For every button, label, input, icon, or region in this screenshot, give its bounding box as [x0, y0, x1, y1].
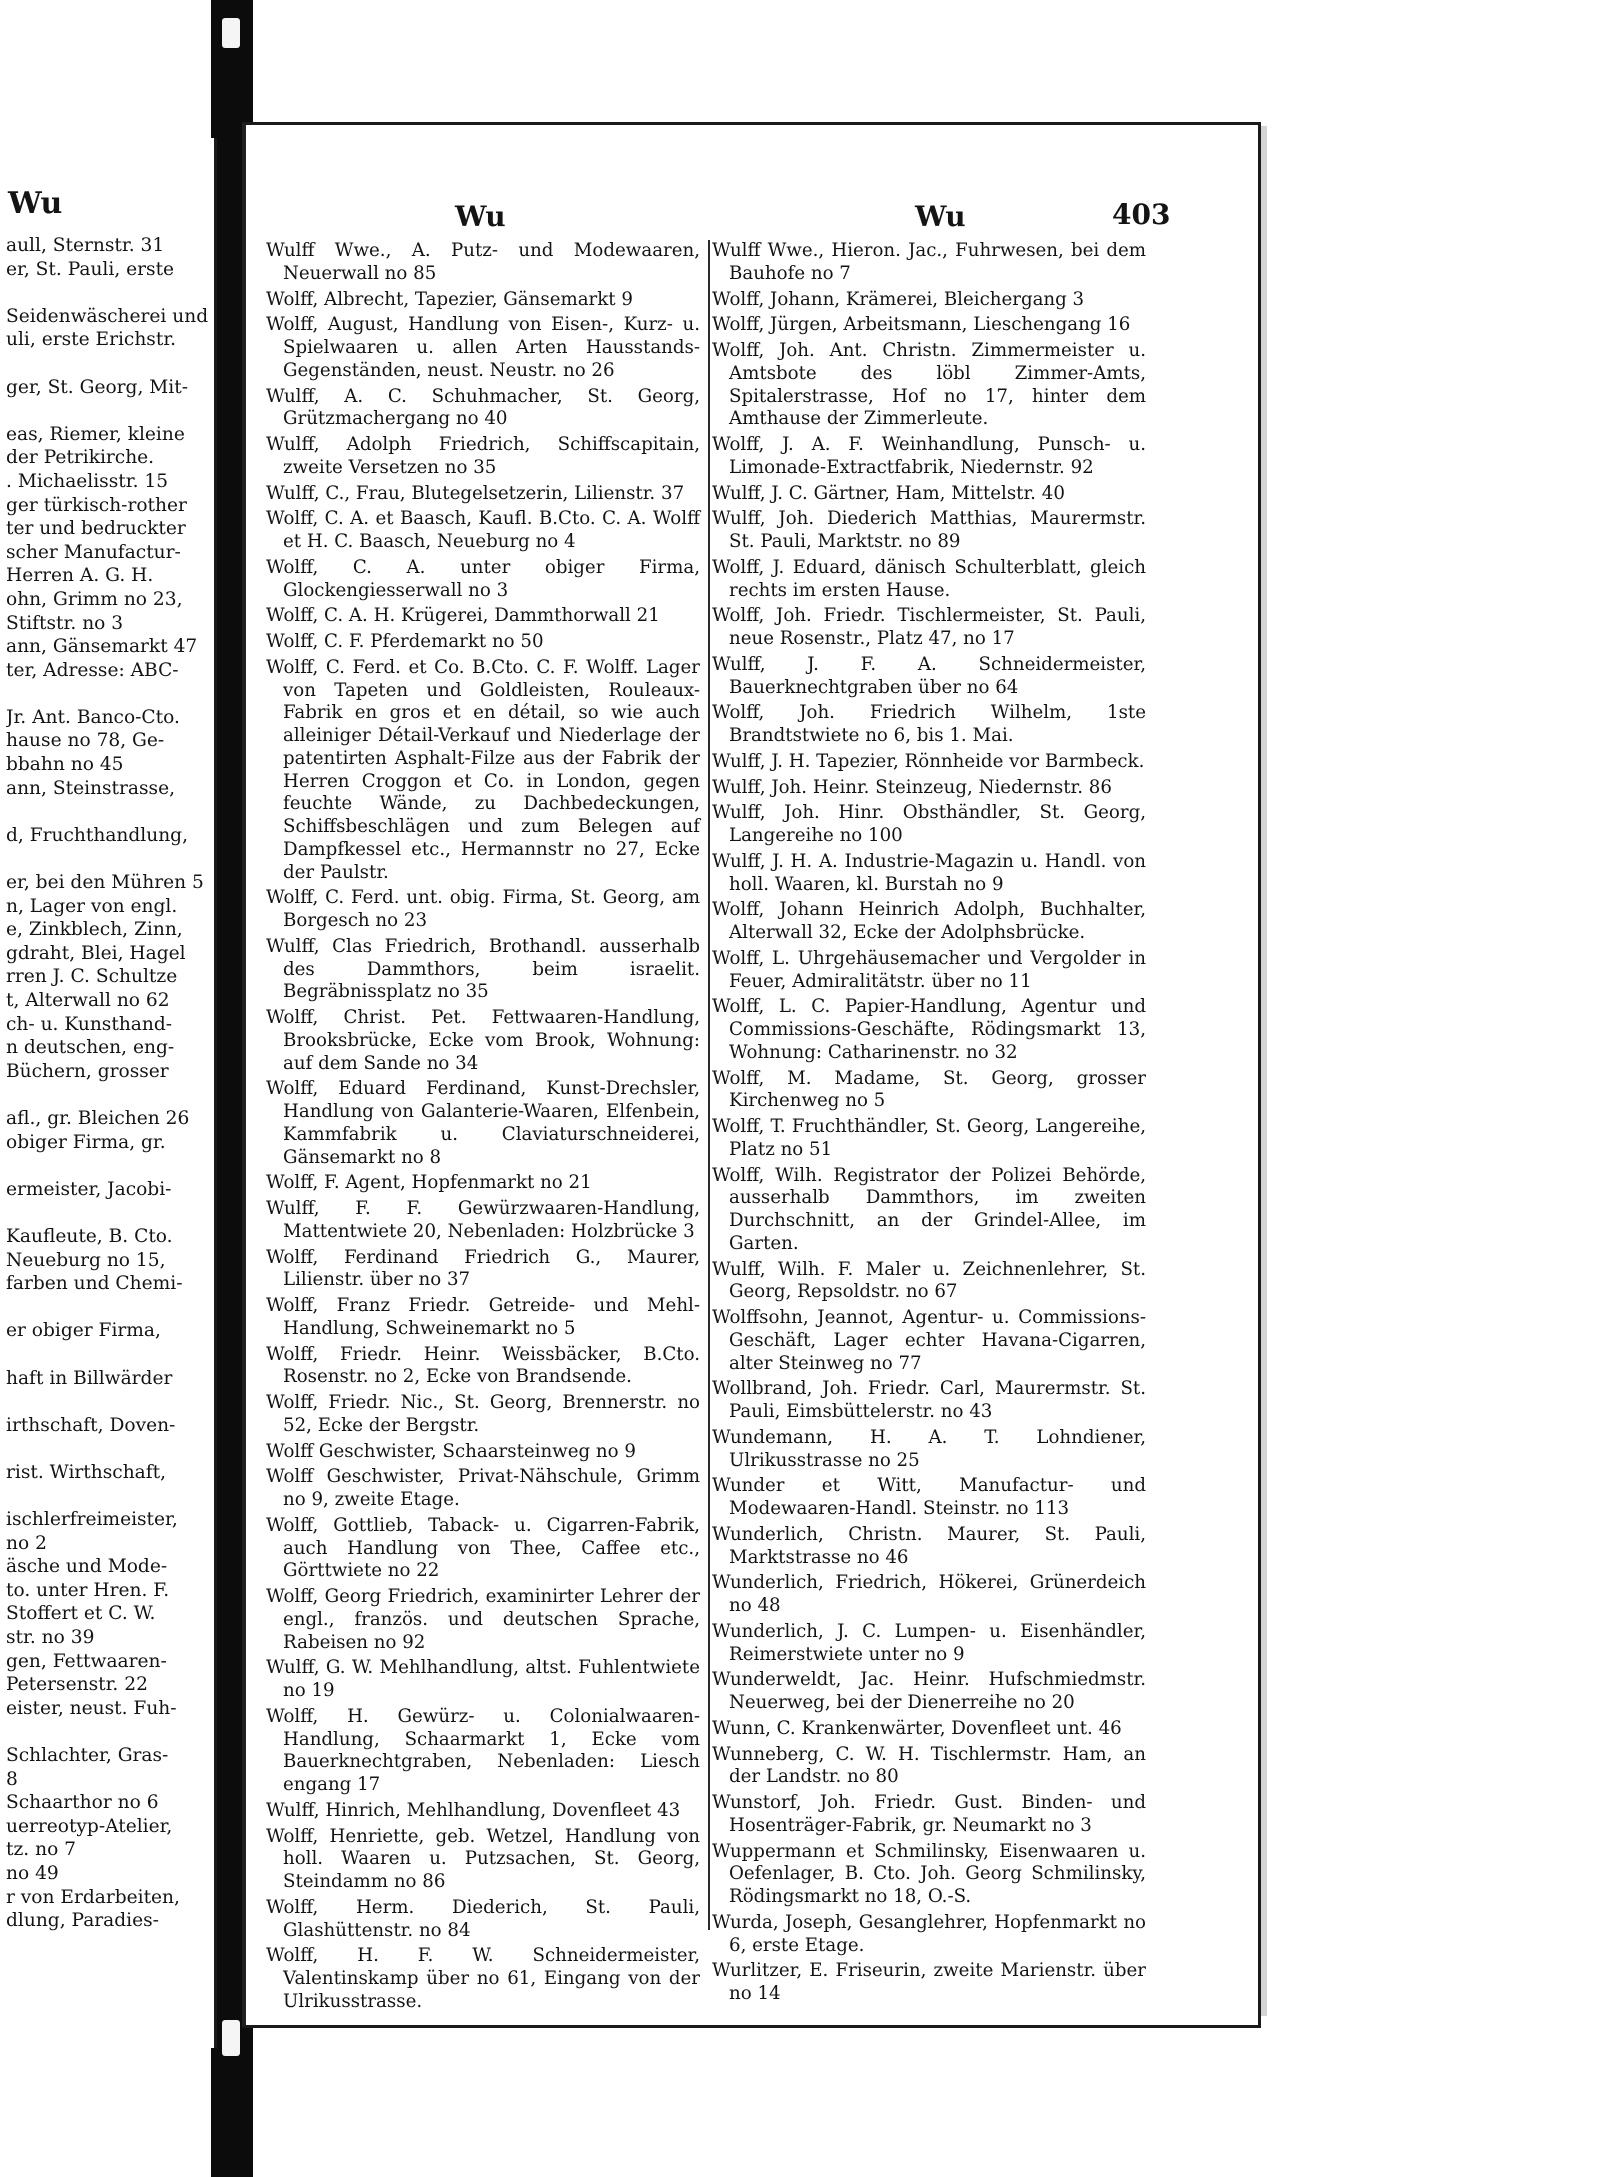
directory-entry: Wulff, Clas Friedrich, Brothandl. ausserhalb des Dammthors, beim israelit. Begräbnissplatz no 35 [266, 935, 700, 1003]
running-header-left: Wu [455, 200, 506, 233]
text-line [6, 281, 210, 305]
text-line: str. no 39 [6, 1627, 95, 1649]
directory-entry: Wolff, Herm. Diederich, St. Pauli, Glashüttenstr. no 84 [266, 1896, 700, 1941]
text-line: rren J. C. Schultze [6, 966, 178, 988]
text-line: eas, Riemer, kleine [6, 423, 185, 445]
directory-entry: Wolff, C. F. Pferdemarkt no 50 [266, 631, 544, 652]
text-line: uli, erste Erichstr. [6, 329, 177, 351]
directory-entry: Wolff, J. Eduard, dänisch Schulterblatt, gleich rechts im ersten Hause. [712, 556, 1146, 601]
left-page-text [6, 234, 210, 1933]
text-line: 8 [6, 1768, 18, 1790]
text-line: er obiger Firma, [6, 1320, 161, 1342]
text-line [6, 1484, 210, 1508]
text-line: er, bei den Mühren 5 [6, 872, 204, 894]
directory-entry: Wurlitzer, E. Friseurin, zweite Marienstr. über no 14 [712, 1960, 1146, 2004]
text-line: tz. no 7 [6, 1839, 76, 1861]
text-line: äsche und Mode- [6, 1556, 168, 1578]
directory-entry: Wulff, J. H. Tapezier, Rönnheide vor Barmbeck. [712, 750, 1145, 772]
left-page [0, 138, 217, 2048]
directory-entry: Wolff, Joh. Ant. Christn. Zimmermeister u. Amtsbote des löbl Zimmer-Amts, Spitalerstrasse, Hof no 17, hinter dem Amthause der Zimmerleute. [712, 340, 1146, 430]
text-line [6, 352, 210, 376]
text-line: eister, neust. Fuh- [6, 1697, 177, 1719]
text-line: obiger Firma, gr. [6, 1131, 166, 1153]
directory-entry: Wunderlich, Friedrich, Hökerei, Grünerdeich no 48 [712, 1572, 1146, 1616]
text-line: bbahn no 45 [6, 754, 124, 776]
running-header-right: Wu [915, 200, 966, 233]
directory-entry: Wurda, Joseph, Gesanglehrer, Hopfenmarkt no 6, erste Etage. [712, 1911, 1146, 1956]
text-line: . Michaelisstr. 15 [6, 470, 169, 492]
directory-entry: Wolff Geschwister, Schaarsteinweg no 9 [266, 1440, 636, 1462]
text-line: Schaarthor no 6 [6, 1792, 159, 1814]
directory-entry: Wolff, M. Madame, St. Georg, grosser Kirchenweg no 5 [712, 1067, 1146, 1112]
text-line [6, 1296, 210, 1320]
directory-entry: Wunn, C. Krankenwärter, Dovenfleet unt. 46 [712, 1717, 1122, 1739]
text-line [6, 1083, 210, 1107]
text-line: ger, St. Georg, Mit- [6, 376, 189, 398]
text-line: Neueburg no 15, [6, 1249, 166, 1271]
directory-entry: Wulff Wwe., Hieron. Jac., Fuhrwesen, bei dem Bauhofe no 7 [712, 240, 1146, 284]
text-line: e, Zinkblech, Zinn, [6, 919, 183, 941]
text-line: Jr. Ant. Banco-Cto. [6, 706, 180, 728]
text-line: ter, Adresse: ABC- [6, 659, 179, 681]
directory-entry: Wulff, Joh. Heinr. Steinzeug, Niedernstr. 86 [712, 776, 1112, 798]
directory-entry: Wolff, Joh. Friedr. Tischlermeister, St. Pauli, neue Rosenstr., Platz 47, no 17 [712, 605, 1146, 649]
directory-entry: Wolff, Gottlieb, Taback- u. Cigarren-Fabrik, auch Handlung von Thee, Caffee etc., Görttwiete no 22 [266, 1514, 700, 1582]
text-line [6, 1390, 210, 1414]
directory-entry: Wolff, Henriette, geb. Wetzel, Handlung von holl. Waaren u. Putzsachen, St. Georg, Steindamm no 86 [266, 1825, 700, 1892]
text-line: d, Fruchthandlung, [6, 824, 188, 846]
directory-entry: Wolff, Ferdinand Friedrich G., Maurer, Lilienstr. über no 37 [266, 1246, 700, 1291]
text-line: n deutschen, eng- [6, 1037, 175, 1059]
directory-entry: Wolff, H. F. W. Schneidermeister, Valentinskamp über no 61, Eingang von der Ulrikusstrasse. [266, 1945, 700, 2012]
text-line [6, 399, 210, 423]
directory-entry: Wolff, L. Uhrgehäusemacher und Vergolder in Feuer, Admiralitätstr. über no 11 [712, 947, 1146, 992]
text-line: der Petrikirche. [6, 447, 155, 469]
text-line: afl., gr. Bleichen 26 [6, 1107, 190, 1129]
text-line: Schlachter, Gras- [6, 1745, 169, 1766]
directory-entry: Wolff, Georg Friedrich, examinirter Lehrer der engl., französ. und deutschen Sprache, Rabeisen no 92 [266, 1586, 700, 1653]
text-line: ohn, Grimm no 23, [6, 588, 183, 610]
text-line: Stiftstr. no 3 [6, 612, 124, 634]
directory-entry: Wolff, C. A. unter obiger Firma, Glockengiesserwall no 3 [266, 556, 700, 601]
directory-entry: Wolff, C. Ferd. et Co. B.Cto. C. F. Wolff. Lager von Tapeten und Goldleisten, Rouleaux-Fabrik en gros et en détail, so wie auch alleiniger Détail-Verkauf und Niederlage der patentirten Asphalt-Filze aus der Fabrik der Herren Croggon et Co. in London, gegen feuchte Wände, zu Dachbedeckungen, Schiffsbeschlägen und zum Belegen auf Dampfkessel etc., Hermannstr no 27, Ecke der Paulstr. [266, 656, 700, 883]
directory-entry: Wolff, H. Gewürz- u. Colonialwaaren-Handlung, Schaarmarkt 1, Ecke vom Bauerknechtgraben, Nebenladen: Liesch engang 17 [266, 1705, 700, 1795]
directory-entry: Wunder et Witt, Manufactur- und Modewaaren-Handl. Steinstr. no 113 [712, 1475, 1146, 1519]
directory-entry: Wulff, Joh. Diederich Matthias, Maurermstr. St. Pauli, Marktstr. no 89 [712, 508, 1146, 552]
text-line [6, 800, 210, 824]
directory-entry: Wulff, C., Frau, Blutegelsetzerin, Lilienstr. 37 [266, 482, 685, 504]
directory-entry: Wolff, J. A. F. Weinhandlung, Punsch- u. Limonade-Extractfabrik, Niedernstr. 92 [712, 434, 1146, 478]
text-line: Stoffert et C. W. [6, 1603, 156, 1625]
directory-entry: Wolff, Johann, Krämerei, Bleichergang 3 [712, 288, 1085, 310]
text-line [6, 1154, 210, 1178]
text-line: ter und bedruckter [6, 518, 186, 540]
text-line: dlung, Paradies- [6, 1910, 159, 1932]
text-line: Kaufleute, B. Cto. [6, 1225, 173, 1247]
text-line: ermeister, Jacobi- [6, 1178, 172, 1200]
text-line: irthschaft, Doven- [6, 1414, 176, 1436]
directory-entry: Wolff Geschwister, Privat-Nähschule, Grimm no 9, zweite Etage. [266, 1466, 700, 1510]
text-line: Petersenstr. 22 [6, 1674, 148, 1696]
text-line: ch- u. Kunsthand- [6, 1013, 173, 1035]
text-line [6, 1437, 210, 1461]
text-line: er, St. Pauli, erste [6, 258, 175, 280]
directory-entry: Wolff, Friedr. Nic., St. Georg, Brennerstr. no 52, Ecke der Bergstr. [266, 1392, 700, 1436]
directory-entry: Wollbrand, Joh. Friedr. Carl, Maurermstr. St. Pauli, Eimsbüttelerstr. no 43 [712, 1378, 1146, 1422]
text-line: Büchern, grosser [6, 1060, 169, 1082]
directory-entry: Wunneberg, C. W. H. Tischlermstr. Ham, an der Landstr. no 80 [712, 1743, 1146, 1788]
directory-entry: Wolff, C. Ferd. unt. obig. Firma, St. Georg, am Borgesch no 23 [266, 887, 700, 931]
directory-entry: Wundemann, H. A. T. Lohndiener, Ulrikusstrasse no 25 [712, 1426, 1146, 1471]
directory-entry: Wulff, F. F. Gewürzwaaren-Handlung, Mattentwiete 20, Nebenladen: Holzbrücke 3 [266, 1198, 700, 1242]
directory-entry: Wolff, Joh. Friedrich Wilhelm, 1ste Brandtstwiete no 6, bis 1. Mai. [712, 702, 1146, 746]
directory-entry: Wolff, Jürgen, Arbeitsmann, Lieschengang 16 [712, 314, 1131, 336]
column-divider [708, 240, 710, 1930]
directory-entry: Wulff, Joh. Hinr. Obsthändler, St. Georg, Langereihe no 100 [712, 802, 1146, 846]
directory-entry: Wulff, J. F. A. Schneidermeister, Bauerknechtgraben über no 64 [712, 653, 1146, 698]
left-page-header: Wu [8, 186, 63, 221]
directory-entry: Wulff, Wilh. F. Maler u. Zeichnenlehrer, St. Georg, Repsoldstr. no 67 [712, 1258, 1146, 1303]
text-line [6, 1720, 210, 1744]
text-line [6, 1201, 210, 1225]
binding-gap [222, 18, 240, 48]
text-line: rist. Wirthschaft, [6, 1461, 167, 1483]
directory-entry: Wolff, Albrecht, Tapezier, Gänsemarkt 9 [266, 288, 633, 310]
directory-entry: Wulff, A. C. Schuhmacher, St. Georg, Grützmachergang no 40 [266, 385, 700, 430]
text-line: ann, Gänsemarkt 47 [6, 636, 198, 658]
directory-entry: Wolff, Franz Friedr. Getreide- und Mehl-Handlung, Schweinemarkt no 5 [266, 1295, 700, 1339]
directory-entry: Wolffsohn, Jeannot, Agentur- u. Commissions-Geschäft, Lager echter Havana-Cigarren, alter Steinweg no 77 [712, 1307, 1146, 1374]
directory-entry: Wolff, Wilh. Registrator der Polizei Behörde, ausserhalb Dammthors, im zweiten Durchschnitt, an der Grindel-Allee, im Garten. [712, 1164, 1146, 1254]
text-line: ischlerfreimeister, [6, 1509, 178, 1531]
directory-entry: Wulff, G. W. Mehlhandlung, altst. Fuhlentwiete no 19 [266, 1657, 700, 1701]
text-line: r von Erdarbeiten, [6, 1886, 180, 1908]
text-line: uerreotyp-Atelier, [6, 1815, 173, 1837]
text-line: no 49 [6, 1862, 59, 1884]
text-line: hause no 78, Ge- [6, 730, 165, 752]
directory-entry: Wunderweldt, Jac. Heinr. Hufschmiedmstr. Neuerweg, bei der Dienerreihe no 20 [712, 1669, 1146, 1713]
text-line: aull, Sternstr. 31 [6, 235, 165, 256]
directory-entry: Wulff, J. C. Gärtner, Ham, Mittelstr. 40 [712, 482, 1065, 504]
text-line: no 2 [6, 1532, 47, 1554]
text-line: to. unter Hren. F. [6, 1579, 170, 1601]
directory-entry: Wolff, T. Fruchthändler, St. Georg, Langereihe, Platz no 51 [712, 1116, 1146, 1160]
binding-gap [222, 2020, 240, 2056]
text-line: t, Alterwall no 62 [6, 990, 170, 1011]
page-number: 403 [1112, 198, 1171, 231]
directory-entry: Wolff, Friedr. Heinr. Weissbäcker, B.Cto. Rosenstr. no 2, Ecke von Brandsende. [266, 1343, 700, 1388]
directory-entry: Wunstorf, Joh. Friedr. Gust. Binden- und Hosenträger-Fabrik, gr. Neumarkt no 3 [712, 1792, 1146, 1836]
directory-entry: Wolff, F. Agent, Hopfenmarkt no 21 [266, 1172, 592, 1194]
text-line: gdraht, Blei, Hagel [6, 942, 186, 964]
text-line: gen, Fettwaaren- [6, 1650, 167, 1672]
directory-entry: Wuppermann et Schmilinsky, Eisenwaaren u. Oefenlager, B. Cto. Joh. Georg Schmilinsky, Rödingsmarkt no 18, O.-S. [712, 1840, 1146, 1907]
directory-entry: Wolff, Johann Heinrich Adolph, Buchhalter, Alterwall 32, Ecke der Adolphsbrücke. [712, 899, 1146, 943]
text-line: ger türkisch-rother [6, 494, 187, 516]
text-line: farben und Chemi- [6, 1273, 183, 1295]
text-line: Herren A. G. H. [6, 565, 154, 587]
text-line: ann, Steinstrasse, [6, 777, 175, 799]
text-line [6, 682, 210, 706]
directory-column-right [712, 240, 1146, 2009]
directory-entry: Wulff, Adolph Friedrich, Schiffscapitain, zweite Versetzen no 35 [266, 434, 700, 478]
directory-entry: Wunderlich, Christn. Maurer, St. Pauli, Marktstrasse no 46 [712, 1523, 1146, 1568]
directory-entry: Wulff Wwe., A. Putz- und Modewaaren, Neuerwall no 85 [266, 240, 700, 284]
directory-entry: Wunderlich, J. C. Lumpen- u. Eisenhändler, Reimerstwiete unter no 9 [712, 1620, 1146, 1665]
directory-column-left [266, 240, 700, 2017]
directory-entry: Wolff, L. C. Papier-Handlung, Agentur und Commissions-Geschäfte, Rödingsmarkt 13, Wohnung: Catharinenstr. no 32 [712, 996, 1146, 1063]
directory-entry: Wolff, August, Handlung von Eisen-, Kurz- u. Spielwaaren u. allen Arten Hausstands-Gegenständen, neust. Neustr. no 26 [266, 314, 700, 381]
directory-entry: Wulff, Hinrich, Mehlhandlung, Dovenfleet 43 [266, 1799, 681, 1821]
directory-entry: Wulff, J. H. A. Industrie-Magazin u. Handl. von holl. Waaren, kl. Burstah no 9 [712, 850, 1146, 895]
text-line [6, 847, 210, 871]
directory-entry: Wolff, C. A. et Baasch, Kaufl. B.Cto. C. A. Wolff et H. C. Baasch, Neueburg no 4 [266, 508, 700, 552]
text-line [6, 1343, 210, 1367]
directory-entry: Wolff, Christ. Pet. Fettwaaren-Handlung, Brooksbrücke, Ecke vom Brook, Wohnung: auf dem Sande no 34 [266, 1007, 700, 1074]
directory-entry: Wolff, Eduard Ferdinand, Kunst-Drechsler, Handlung von Galanterie-Waaren, Elfenbein, Kammfabrik u. Claviaturschneiderei, Gänsemarkt no 8 [266, 1078, 700, 1168]
text-line: scher Manufactur- [6, 541, 181, 563]
text-line: n, Lager von engl. [6, 895, 178, 917]
directory-entry: Wolff, C. A. H. Krügerei, Dammthorwall 21 [266, 605, 660, 627]
text-line: Seidenwäscherei und [6, 305, 209, 327]
text-line: haft in Billwärder [6, 1367, 173, 1389]
